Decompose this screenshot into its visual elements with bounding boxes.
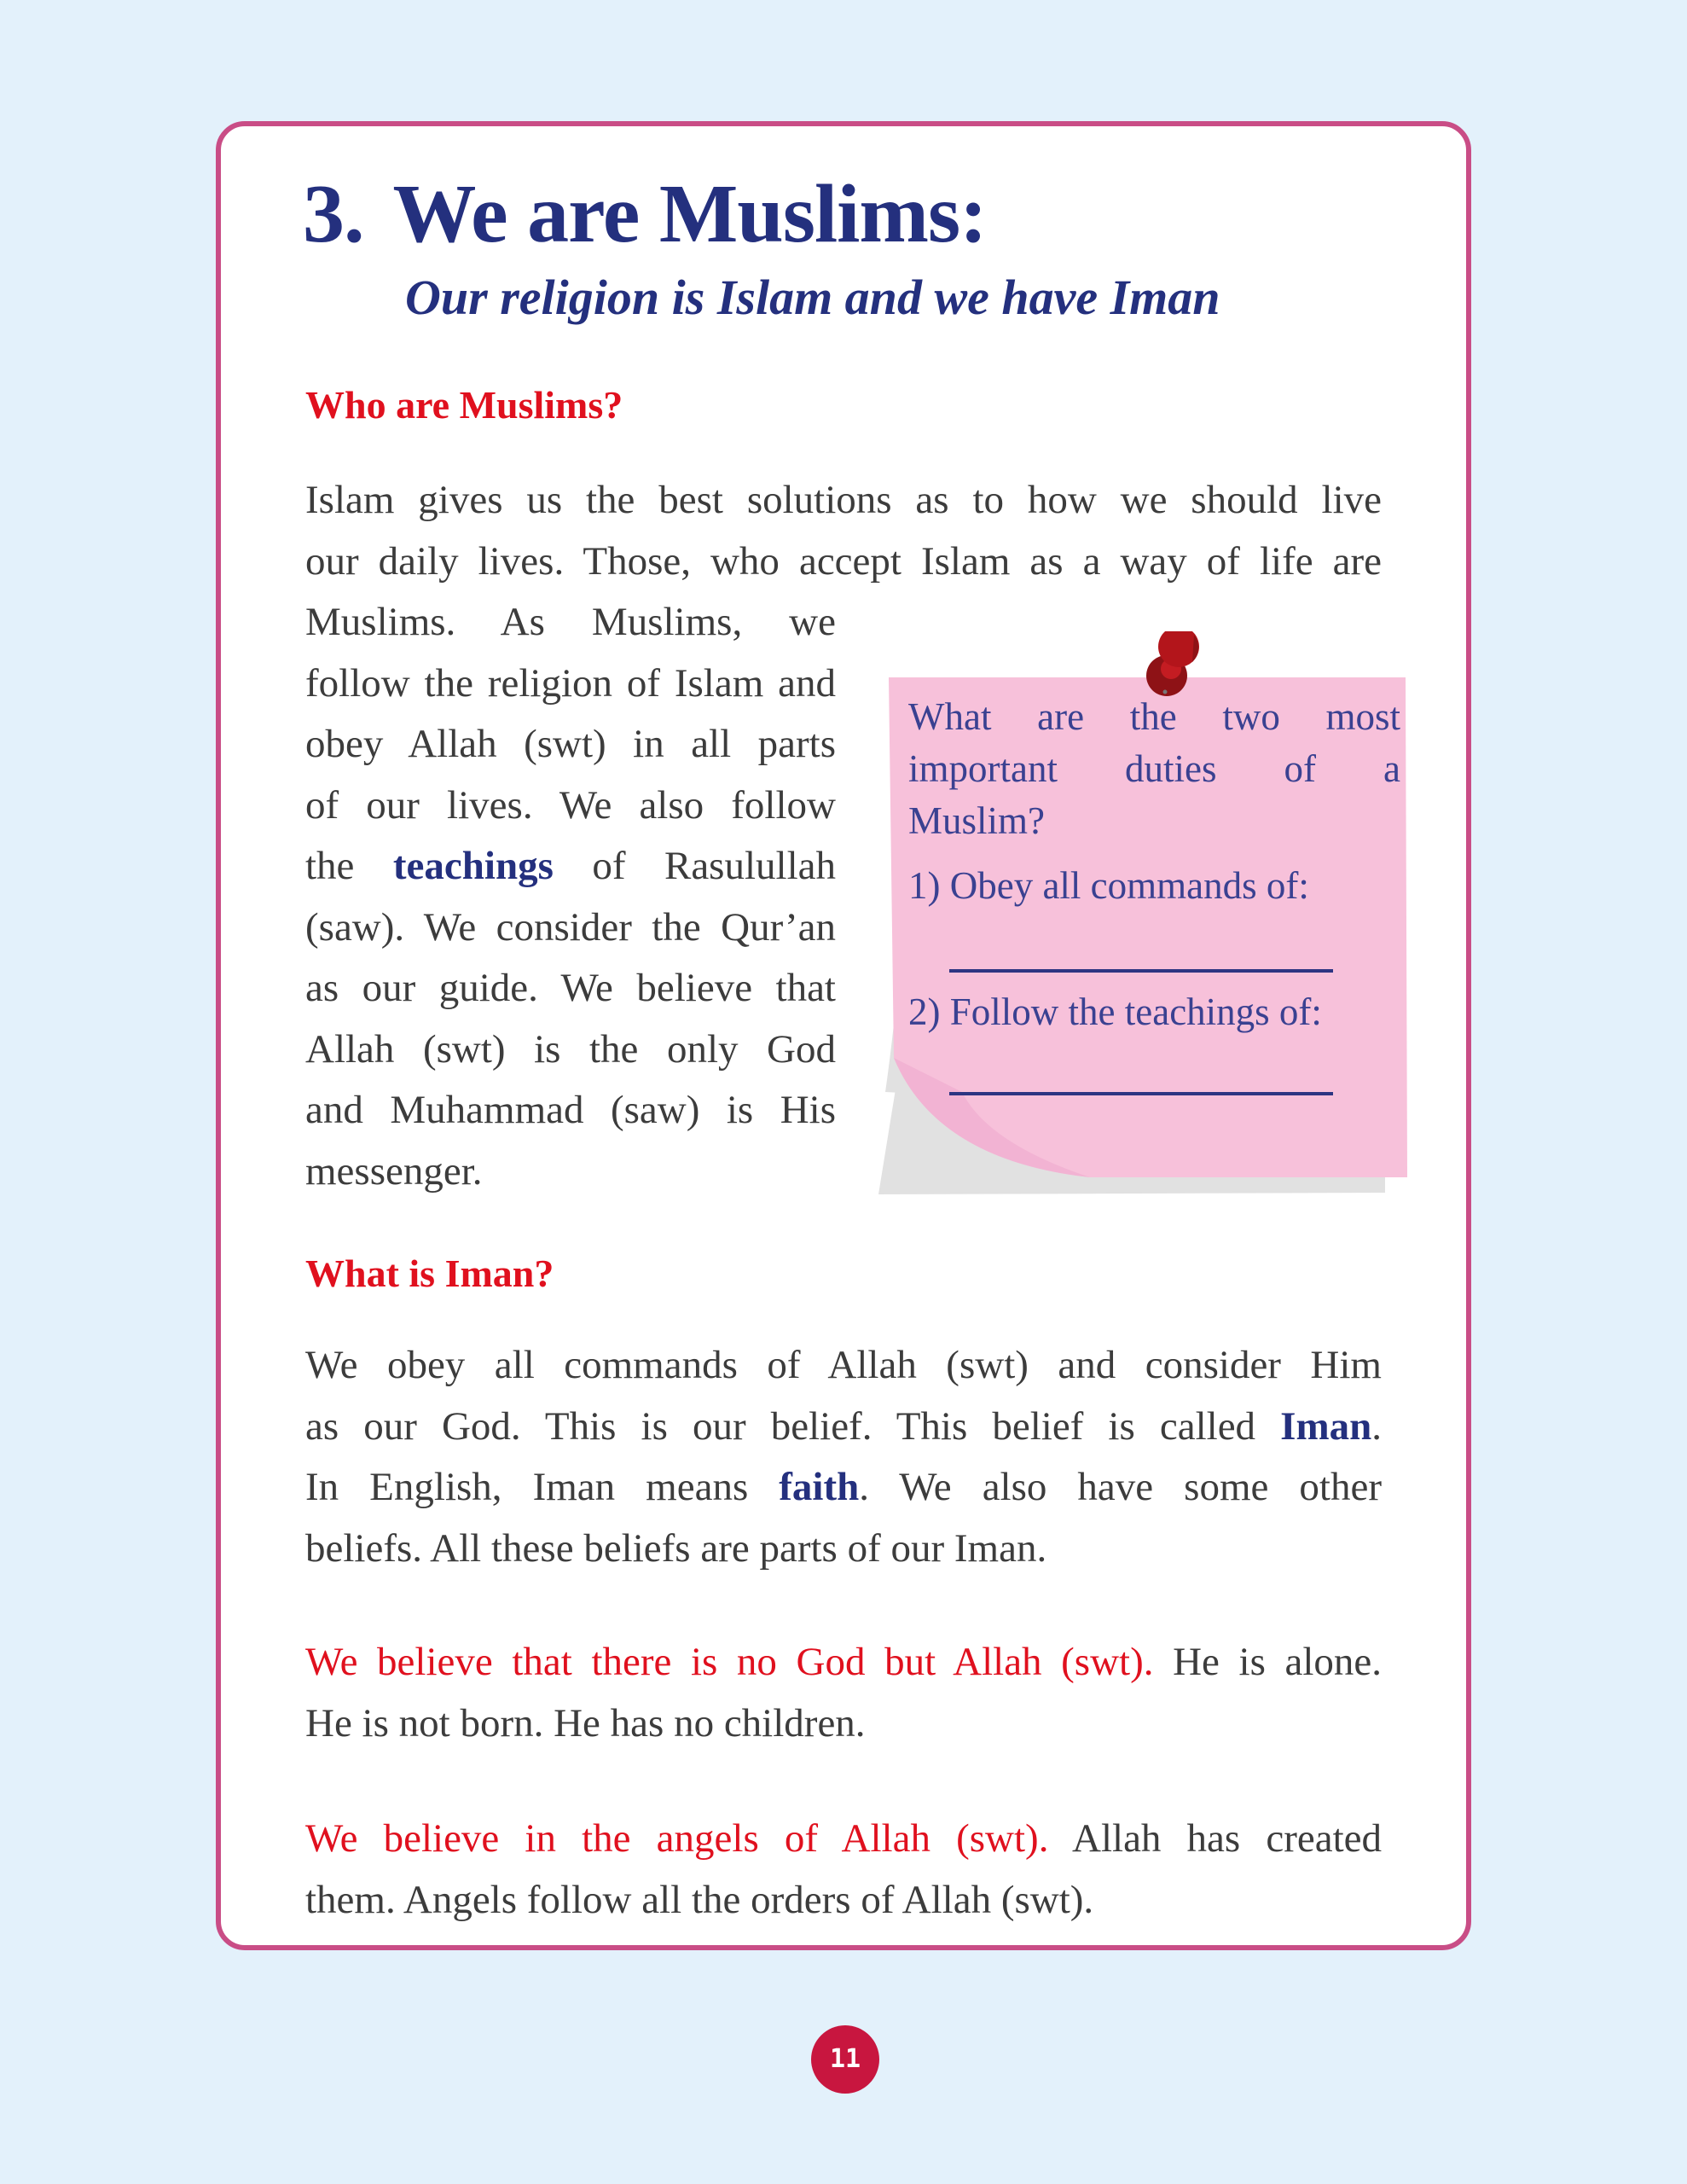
page-number-badge: 11 [811, 2025, 879, 2094]
text-line [305, 1632, 1382, 1693]
section2-paragraph [305, 1335, 1382, 1579]
duty-1-label: 1) Obey all commands of: [908, 864, 1309, 907]
keyword-faith: faith [779, 1465, 860, 1509]
sticky-note [860, 631, 1414, 1194]
text-line: as our guide. We believe that [305, 966, 836, 1010]
answer-1-blank[interactable] [949, 969, 1333, 973]
duty-2-label: 2) Follow the teachings of: [908, 990, 1322, 1033]
text-fragment: . [1371, 1403, 1382, 1449]
belief-statement: We believe that there is no God but Allah (swt). [305, 1640, 1154, 1684]
belief-two-paragraph [305, 1809, 1382, 1931]
text-line: and Muhammad (saw) is His [305, 1088, 836, 1132]
text-line: messenger. [305, 1148, 483, 1194]
question-line: What are the two most [908, 695, 1400, 738]
section-heading-what-is-iman: What is Iman? [305, 1252, 554, 1295]
text-line: beliefs. All these beliefs are parts of our Iman. [305, 1525, 1047, 1571]
text-fragment: He is alone. [1153, 1640, 1382, 1684]
keyword-iman: Iman [1280, 1403, 1372, 1449]
text-fragment: as our God. This is our belief. This belief is called [305, 1403, 1281, 1449]
text-fragment: Allah has created [1048, 1816, 1382, 1861]
text-fragment: the [305, 844, 393, 888]
belief-one-paragraph [305, 1632, 1382, 1754]
text-line: follow the religion of Islam and [305, 660, 836, 706]
text-line: them. Angels follow all the orders of Allah (swt). [305, 1877, 1094, 1922]
section-heading-who-are-muslims: Who are Muslims? [305, 383, 623, 427]
keyword-teachings: teachings [392, 844, 554, 888]
text-line-iman [305, 1397, 1382, 1458]
text-line-teachings [305, 836, 836, 897]
lesson-title [303, 166, 987, 262]
text-line: We obey all commands of Allah (swt) and consider Him [305, 1343, 1382, 1387]
text-fragment: In English, Iman means [305, 1465, 780, 1509]
text-fragment: . We also have some other [859, 1465, 1382, 1509]
text-line: of our lives. We also follow [305, 782, 836, 828]
sticky-note-question [908, 691, 1400, 847]
text-line [305, 1809, 1382, 1870]
text-line: (saw). We consider the Qur’an [305, 904, 836, 950]
section1-narrow-paragraph [305, 592, 836, 1202]
text-line: Islam gives us the best solutions as to how we should live [305, 478, 1382, 522]
lesson-subtitle: Our religion is Islam and we have Iman [405, 270, 1220, 325]
text-line: Allah (swt) is the only God [305, 1026, 836, 1072]
section1-intro-paragraph [305, 470, 1382, 592]
question-line: important duties of a [908, 747, 1400, 790]
text-line-faith [305, 1457, 1382, 1519]
text-line: Muslims. As Muslims, we [305, 600, 836, 644]
text-line: our daily lives. Those, who accept Islam as a way of life are [305, 538, 1382, 584]
belief-statement: We believe in the angels of Allah (swt). [305, 1816, 1049, 1861]
question-line: Muslim? [908, 799, 1046, 842]
text-line: obey Allah (swt) in all parts [305, 722, 836, 766]
answer-2-blank[interactable] [949, 1092, 1333, 1095]
text-line: He is not born. He has no children. [305, 1700, 866, 1745]
text-fragment: of Rasulullah [553, 844, 837, 888]
lesson-number: 3. [303, 168, 364, 260]
lesson-title-text: We are Muslims: [392, 168, 987, 260]
